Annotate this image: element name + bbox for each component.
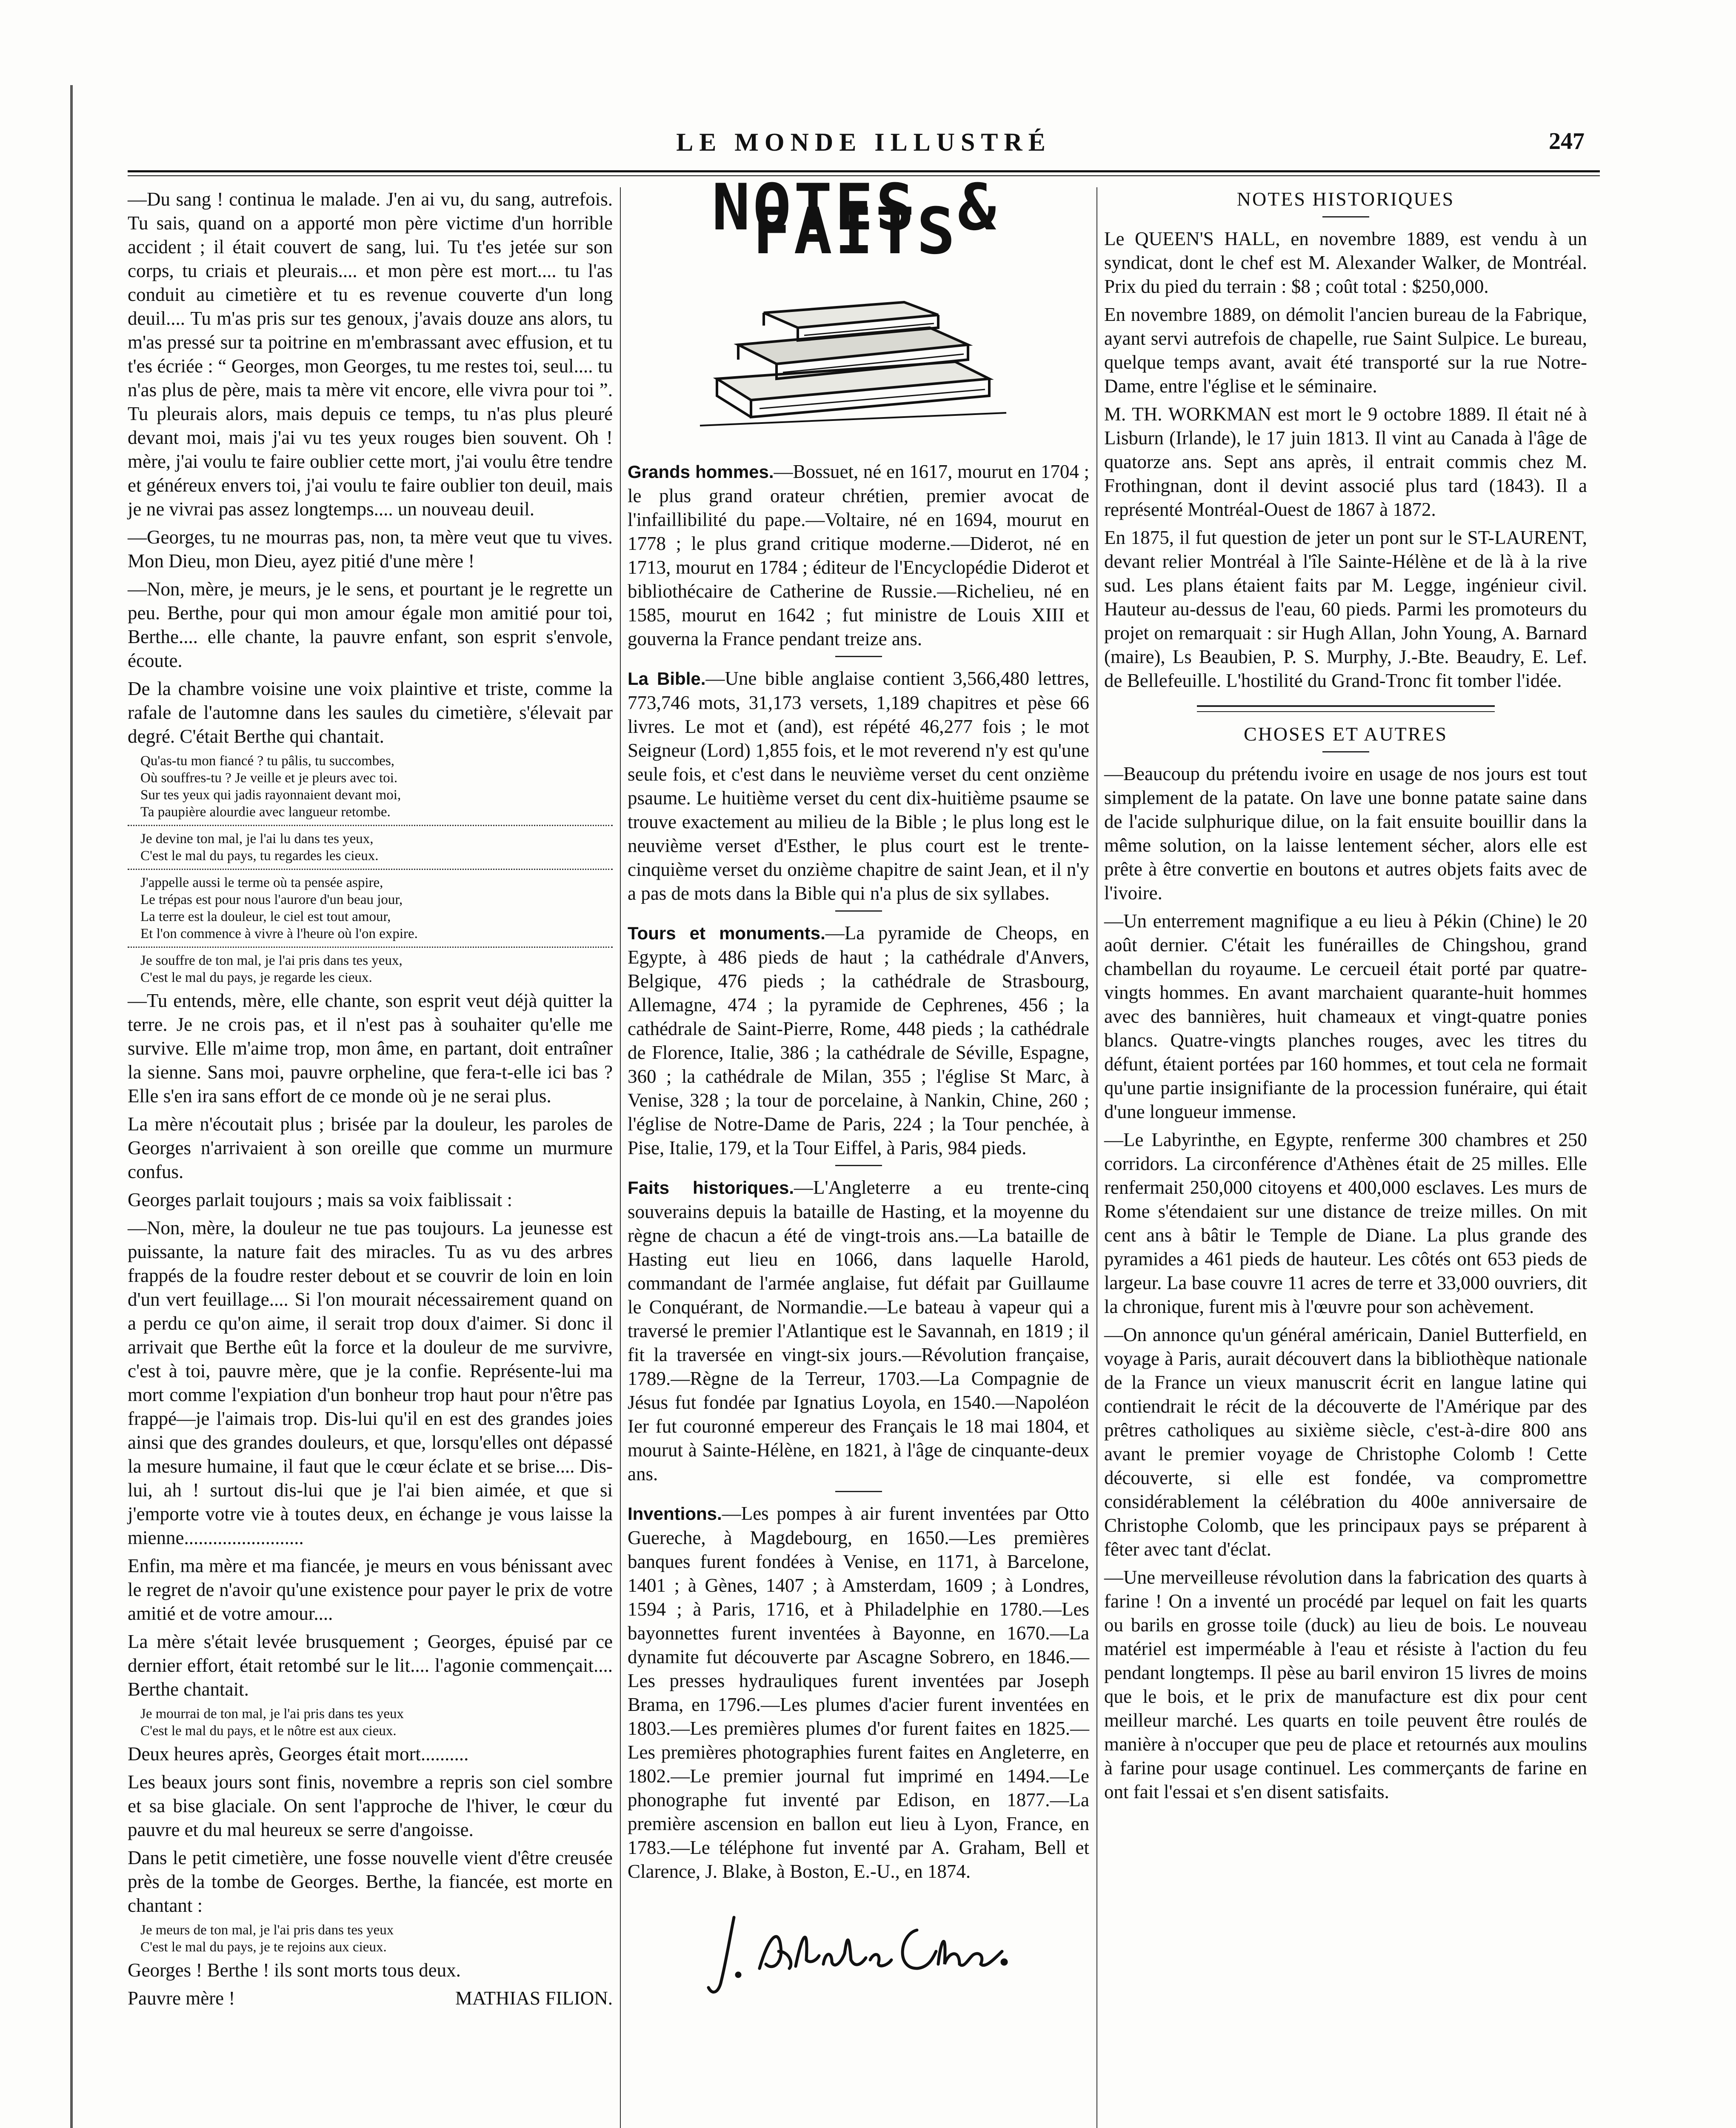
verse-line: J'appelle aussi le terme où ta pensée aspire,	[140, 875, 383, 890]
section-rule	[1322, 751, 1369, 752]
note-heading: Grands hommes.	[628, 462, 774, 482]
dotted-separator	[128, 869, 613, 870]
story-paragraph: Les beaux jours sont finis, novembre a repris son ciel sombre et sa bise glaciale. On sent l'approche de l'hiver, le cœur du pauvre et du mal heureux se serre d'angoisse.	[128, 1771, 613, 1840]
story-paragraph: —Georges, tu ne mourras pas, non, ta mère veut que tu vives. Mon Dieu, mon Dieu, ayez pitié d'une mère !	[128, 526, 613, 572]
verse-line: Et l'on commence à vivre à l'heure où l'on expire.	[140, 926, 418, 941]
miscellany-paragraph: —Beaucoup du prétendu ivoire en usage de nos jours est tout simplement de la patate. On lave une bonne patate saine dans de l'acide sulphurique dilue, on la fait ensuite bouillir dans la même solution, on la laisse lentement sécher, alors elle est prête à être convertie en boutons et autres objets faits avec de l'ivoire.	[1104, 763, 1587, 904]
section-title: CHOSES ET AUTRES	[1243, 723, 1448, 745]
story-paragraph: Enfin, ma mère et ma fiancée, je meurs en vous bénissant avec le regret de n'avoir qu'une existence pour payer le prix de votre amitié et de votre amour....	[128, 1555, 613, 1624]
verse-line: C'est le mal du pays, je regarde les cieux.	[140, 970, 372, 985]
section-rule	[1322, 216, 1369, 217]
binding-edge	[70, 85, 73, 2128]
story-paragraph: —Non, mère, je meurs, je le sens, et pourtant je le regrette un peu. Berthe, pour qui mon amour égale mon amitié pour toi, Berthe.... elle chante, la pauvre enfant, son esprit s'envole, écoute.	[128, 578, 613, 671]
section-title: NOTES HISTORIQUES	[1236, 188, 1455, 210]
story-paragraph: —Du sang ! continua le malade. J'en ai vu, du sang, autrefois. Tu sais, quand on a apporté mon père victime d'un horrible accident ; il était couvert de sang, lui. Tu t'es jetée sur son corps, tu criais et pleurais.... et mon père est mort.... tu l'as conduit au cimetière et tu es revenue couverte d'un long deuil.... Tu m'as pris sur tes genoux, j'avais douze ans alors, tu m'as pressé sur ta poitrine en m'embrassant avec effusion, et tu t'es écriée : “ Georges, mon Georges, tu me restes toi, seul.... tu n'as plus de père, mais ta mère vit encore, elle vivra pour toi ”. Tu pleurais alors, mais depuis ce temps, tu n'as plus pleuré devant moi, mais j'ai vu tes yeux rouges bien souvent. Oh ! mère, j'ai voulu te faire oublier cette mort, j'ai voulu être tendre et généreux envers toi, j'ai voulu te faire oublier ton deuil, mais je ne vivrai pas assez longtemps.... un nouveau deuil.	[128, 189, 613, 520]
column-divider	[620, 187, 621, 2128]
column-divider	[1096, 187, 1097, 2128]
verse-line: C'est le mal du pays, et le nôtre est aux cieux.	[140, 1723, 397, 1739]
notes-faits-column	[628, 171, 1089, 2011]
song-refrain	[140, 1922, 613, 1956]
note-paragraph	[628, 666, 1089, 905]
note-paragraph	[628, 1176, 1089, 1486]
note-paragraph	[628, 1502, 1089, 1883]
author-name: MATHIAS FILION.	[455, 1988, 613, 2009]
verse-line: Je devine ton mal, je l'ai lu dans tes yeux,	[140, 831, 374, 847]
song-verse	[140, 752, 613, 821]
song-verse	[140, 874, 613, 942]
story-closing	[128, 1986, 613, 2010]
closing-line: Pauvre mère !	[128, 1988, 235, 2009]
verse-line: Je souffre de ton mal, je l'ai pris dans tes yeux,	[140, 953, 403, 968]
miscellany-paragraph: —Le Labyrinthe, en Egypte, renferme 300 chambres et 250 corridors. La circonférence d'Athènes était de 25 milles. Elle renfermait 250,000 citoyens et 400,000 esclaves. Les murs de Rome s'étendaient sur une distance de treize milles. On mit cent ans à bâtir le Temple de Diane. La plus grande des pyramides a 461 pieds de hauteur. Les côtés ont 653 pieds de largeur. La base couvre 11 acres de terre et 33,000 ouvriers, dit la chronique, furent mis à l'œuvre pour son achèvement.	[1104, 1129, 1587, 1317]
story-paragraph: De la chambre voisine une voix plaintive et triste, comme la rafale de l'automne dans les saules du cimetière, s'élevait par degré. C'était Berthe qui chantait.	[128, 678, 613, 747]
miscellany-paragraph: —Un enterrement magnifique a eu lieu à Pékin (Chine) le 20 août dernier. C'était les funérailles de Chingshou, grand chambellan du royaume. Le cercueil était porté par quatre-vingts hommes. En avant marchaient quarante-huit hommes avec des bannières, huit chameaux et vingt-quatre ponies blancs. Quatre-vingts planches rouges, avec les titres du défunt, étaient portées par 160 hommes, et tout cela ne formait qu'une partie insignifiante de la procession funéraire, qui était d'une longueur immense.	[1104, 910, 1587, 1122]
story-paragraph: —Tu entends, mère, elle chante, son esprit veut déjà quitter la terre. Je ne crois pas, et il n'est pas à souhaiter qu'elle me survive. Elle m'aime trop, mon âme, en partant, doit entraîner la sienne. Sans moi, pauvre orpheline, que fera-t-elle ici bas ? Elle s'en ira sans effort de ce monde où je ne serai plus.	[128, 990, 613, 1107]
note-text: —La pyramide de Cheops, en Egypte, à 486 pieds de haut ; la cathédrale d'Anvers, Belgique, 476 pieds ; la cathédrale de Strasbourg, Allemagne, 474 ; la pyramide de Cephrenes, 456 ; la cathédrale de Saint-Pierre, Rome, 448 pieds ; la cathédrale de Florence, Italie, 386 ; la cathédrale de Séville, Espagne, 360 ; la cathédrale de Milan, 355 ; l'église St Marc, à Venise, 328 ; la tour de porcelaine, à Nankin, Chine, 260 ; l'église de Notre-Dame de Paris, 224 ; la Tour penchée, à Pise, Italie, 179, et la Tour Eiffel, à Paris, 984 pieds.	[628, 922, 1089, 1158]
note-heading: Faits historiques.	[628, 1178, 794, 1198]
history-paragraph: En 1875, il fut question de jeter un pont sur le ST-LAURENT, devant relier Montréal à l'île Sainte-Hélène et de là à la rive sud. Les plans étaient faits par M. Legge, ingénieur civil. Hauteur au-dessus de l'eau, 60 pieds. Parmi les promoteurs du projet on remarquait : sir Hugh Allan, John Young, A. Barnard (maire), Ls Beaubien, P. S. Murphy, J.-Bte. Beaudry, E. Lef. de Bellefeuille. L'hostilité du Grand-Tronc fit tomber l'idée.	[1104, 527, 1587, 691]
story-paragraph: Deux heures après, Georges était mort..........	[128, 1743, 469, 1765]
verse-line: Ta paupière alourdie avec langueur retombe.	[140, 804, 391, 820]
song-refrain	[140, 830, 613, 864]
page-number: 247	[1549, 128, 1585, 154]
story-paragraph: Dans le petit cimetière, une fosse nouvelle vient d'être creusée près de la tombe de Georges. Berthe, la fiancée, est morte en chantant :	[128, 1847, 613, 1916]
verse-line: Le trépas est pour nous l'aurore d'un beau jour,	[140, 892, 403, 907]
note-paragraph	[628, 460, 1089, 651]
note-text: —Une bible anglaise contient 3,566,480 lettres, 773,746 mots, 31,173 versets, 1,189 chapitres et pèse 66 livres. Le mot et (and), est répété 46,277 fois ; le mot Seigneur (Lord) 1,855 fois, et le mot reverend n'y est qu'une seule fois, et c'est dans le neuvième verset du cent onzième psaume. Le huitième verset du cent dix-huitième psaume se trouve exactement au milieu de la Bible ; le plus long est le neuvième verset d'Esther, le plus court est le trente-cinquième verset du onzième chapitre de saint Jean, et il n'y a pas de mots dans la Bible qui n'a plus de six syllabes.	[628, 668, 1089, 904]
page-header-title: LE MONDE ILLUSTRÉ	[676, 128, 1051, 156]
note-text: —Bossuet, né en 1617, mourut en 1704 ; le plus grand orateur chrétien, premier avocat de l'infaillibilité du pape.—Voltaire, né en 1694, mourut en 1778 ; le plus grand critique moderne.—Diderot, né en 1713, mourut en 1784 ; éditeur de l'Encyclopédie Diderot et bibliothécaire de Catherine de Russie.—Richelieu, né en 1585, mourut en 1642 ; fut ministre de Louis XIII et gouverna la France pendant treize ans.	[628, 461, 1089, 649]
history-paragraph: M. TH. WORKMAN est mort le 9 octobre 1889. Il était né à Lisburn (Irlande), le 17 juin 1813. Il vint au Canada à l'âge de quatorze ans. Sept ans après, il entrait commis chez M. Frothingnan, dont il devint associé plus tard (1843). Il a représenté Montréal-Ouest de 1867 à 1872.	[1104, 403, 1587, 520]
section-rule	[835, 910, 882, 912]
verse-line: Qu'as-tu mon fiancé ? tu pâlis, tu succombes,	[140, 753, 395, 769]
verse-line: Je mourrai de ton mal, je l'ai pris dans tes yeux	[140, 1706, 404, 1722]
note-heading: Tours et monuments.	[628, 923, 825, 943]
dotted-separator	[128, 947, 613, 948]
books-illustration	[691, 272, 1015, 434]
verse-line: Sur tes yeux qui jadis rayonnaient devant moi,	[140, 787, 401, 803]
verse-line: Je meurs de ton mal, je l'ai pris dans tes yeux	[140, 1922, 394, 1938]
story-paragraph: Georges parlait toujours ; mais sa voix faiblissait :	[128, 1189, 513, 1210]
section-rule	[835, 1165, 882, 1166]
notes-faits-masthead	[628, 171, 1089, 451]
note-text: —L'Angleterre a eu trente-cinq souverains depuis la bataille de Hasting, et la moyenne du règne de chacun a été de vingt-trois ans.—La bataille de Hasting eut lieu en 1066, dans laquelle Harold, commandant de l'armée anglaise, fut défait par Guillaume le Conquérant, de Normandie.—Le bateau à vapeur qui a traversé le premier l'Atlantique est le Savannah, en 1819 ; il fit la traversée en vingt-six jours.—Révolution française, 1789.—Règne de la Terreur, 1703.—La Compagnie de Jésus fut fondée par Ignatius Loyola, en 1540.—Napoléon Ier fut couronné empereur des Français le 18 mai 1804, et mourut à Sainte-Hélène, en 1821, à l'âge de cinquante-deux ans.	[628, 1177, 1089, 1484]
verse-line: C'est le mal du pays, tu regardes les cieux.	[140, 848, 379, 864]
note-heading: Inventions.	[628, 1504, 722, 1524]
story-paragraph: —Non, mère, la douleur ne tue pas toujours. La jeunesse est puissante, la nature fait des miracles. Tu as vu des arbres frappés de la foudre rester debout et se couvrir de loin en loin d'un vert feuillage.... Si l'on mourait nécessairement quand on a perdu ce qu'on aime, il serait trop doux d'aimer. Si donc il arrivait que Berthe eût la force et la douleur de me survivre, c'est à toi, pauvre mère, que je la confie. Représente-lui ma mort comme l'expiation d'un bonheur trop haut pour n'être pas frappé—je l'aimais trop. Dis-lui qu'il en est des grandes joies ainsi que des grandes douleurs, et que, lorsqu'elles ont dépassé la mesure humaine, il faut que le cœur éclate et se brise.... Dis-lui, ah ! surtout dis-lui que je l'ai bien aimée, et que si j'emporte votre vie à toutes deux, en échange je vous laisse la mienne.........................	[128, 1217, 613, 1548]
story-paragraph: La mère n'écoutait plus ; brisée par la douleur, les paroles de Georges n'arrivaient à son oreille que comme un murmure confus.	[128, 1113, 613, 1182]
song-refrain	[140, 1705, 613, 1739]
history-paragraph: En novembre 1889, on démolit l'ancien bureau de la Fabrique, ayant servi autrefois de chapelle, rue Saint Sulpice. Le bureau, quelque temps avant, avait été transporté sur la rue Notre-Dame, entre l'église et le séminaire.	[1104, 304, 1587, 397]
signature-scrawl	[704, 1900, 1011, 2002]
note-heading: La Bible.	[628, 669, 706, 689]
section-rule	[835, 656, 882, 657]
story-column	[128, 187, 613, 2010]
notes-historiques-column	[1104, 187, 1587, 1808]
section-double-rule	[1197, 705, 1495, 712]
dotted-separator	[128, 825, 613, 826]
verse-line: La terre est la douleur, le ciel est tout amour,	[140, 909, 391, 924]
history-paragraph: Le QUEEN'S HALL, en novembre 1889, est vendu à un syndicat, dont le chef est M. Alexander Walker, de Montréal. Prix du pied du terrain : $8 ; coût total : $250,000.	[1104, 228, 1587, 297]
verse-line: Où souffres-tu ? Je veille et je pleurs avec toi.	[140, 770, 398, 786]
miscellany-paragraph: —On annonce qu'un général américain, Daniel Butterfield, en voyage à Paris, aurait découvert dans la bibliothèque nationale de la France un vieux manuscrit écrit en langue latine qui contiendrait le récit de la découverte de l'Amérique par des prêtres catholiques au sixième siècle, c'est-à-dire 800 ans avant le premier voyage de Christophe Colomb ! Cette découverte, si elle est fondée, va compromettre considérablement la célébration du 400e anniversaire de Christophe Colomb, que les principaux pays se préparent à fêter avec tant d'éclat.	[1104, 1324, 1587, 1560]
section-rule	[835, 1491, 882, 1492]
note-text: —Les pompes à air furent inventées par Otto Guereche, à Magdebourg, en 1650.—Les premières banques furent fondées à Venise, en 1171, à Barcelone, 1401 ; à Gènes, 1407 ; à Amsterdam, 1609 ; à Londres, 1594 ; à Paris, 1716, et à Philadelphie en 1780.—Les bayonnettes furent inventées à Bayonne, en 1670.—La dynamite fut découverte par Ascagne Sobrero, en 1846.—Les presses hydrauliques furent inventées par Joseph Brama, en 1796.—Les plumes d'acier furent inventées en 1803.—Les premières plumes d'or furent faites en 1825.—Les premières photographies furent faites en Angleterre, en 1802.—Le premier journal fut imprimé en 1494.—Le phonographe fut inventé par Edison, en 1877.—La première ascension en ballon eut lieu à Lyon, France, en 1783.—Le téléphone fut inventé par A. Graham, Bell et Clarence, J. Blake, à Boston, E.-U., en 1874.	[628, 1503, 1089, 1882]
song-refrain	[140, 952, 613, 986]
verse-line: C'est le mal du pays, je te rejoins aux cieux.	[140, 1939, 387, 1955]
story-paragraph: Georges ! Berthe ! ils sont morts tous deux.	[128, 1959, 461, 1981]
masthead-title: NOTES & FAITS	[711, 171, 999, 269]
handwritten-signature	[628, 1900, 1089, 2011]
story-paragraph: La mère s'était levée brusquement ; Georges, épuisé par ce dernier effort, était retombé sur le lit.... l'agonie commençait.... Berthe chantait.	[128, 1631, 613, 1700]
note-paragraph	[628, 921, 1089, 1160]
miscellany-paragraph: —Une merveilleuse révolution dans la fabrication des quarts à farine ! On a inventé un procédé par lequel on fait les quarts ou barils en grosse toile (duck) au lieu de bois. Le nouveau matériel est imperméable à l'eau et résiste à l'action du feu pendant longtemps. Il pèse au baril environ 15 livres de moins que le bois, et le prix de manufacture est dix pour cent meilleur marché. Les quarts en toile peuvent être roulés de manière à n'occuper que peu de place et retournés aux moulins à farine pour usage continuel. Les commerçants de farine en ont fait l'essai et s'en disent satisfaits.	[1104, 1567, 1587, 1802]
